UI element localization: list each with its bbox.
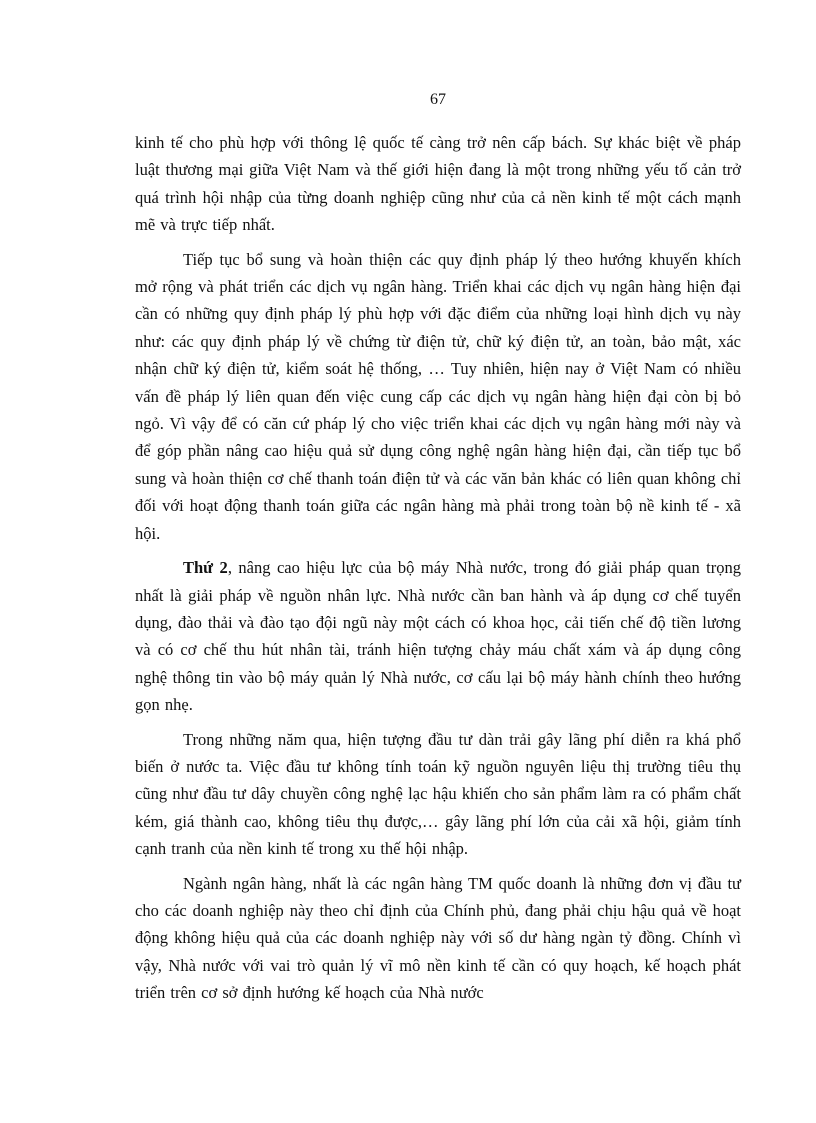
paragraph-text: Tiếp tục bổ sung và hoàn thiện các quy định pháp lý theo hướng khuyến khích mở rộng và phát triển các dịch vụ ngân hàng. Triển khai các dịch vụ ngân hàng hiện đại cần có những quy định pháp lý phù hợp với đặc điểm của những loại hình dịch vụ này như: các quy định pháp lý về chứng từ điện tử, chữ ký điện tử, an toàn, bảo mật, xác nhận chữ ký điện tử, kiểm soát hệ thống, … Tuy nhiên, hiện nay ở Việt Nam có nhiều vấn đề pháp lý liên quan đến việc cung cấp các dịch vụ ngân hàng hiện đại còn bị bỏ ngỏ. Vì vậy để có căn cứ pháp lý cho việc triển khai các dịch vụ ngân hàng mới này và để góp phần nâng cao hiệu quả sử dụng công nghệ ngân hàng hiện đại, cần tiếp tục bổ sung và hoàn thiện cơ chế thanh toán điện tử và các văn bản khác có liên quan không chỉ đối với hoạt động thanh toán giữa các ngân hàng mà phải trong toàn bộ nề kinh tế - xã hội. — [135, 249, 741, 543]
paragraph-text: Trong những năm qua, hiện tượng đầu tư dàn trải gây lãng phí diễn ra khá phổ biến ở nước ta. Việc đầu tư không tính toán kỹ nguồn nguyên liệu thị trường tiêu thụ cũng như đầu tư dây chuyền công nghệ lạc hậu khiến cho sản phẩm làm ra có phẩm chất kém, giá thành cao, không tiêu thụ được,… gây lãng phí lớn của cải xã hội, giảm tính cạnh tranh của nền kinh tế trong xu thế hội nhập. — [135, 729, 741, 859]
paragraph-text: Ngành ngân hàng, nhất là các ngân hàng TM quốc doanh là những đơn vị đầu tư cho các doanh nghiệp này theo chỉ định của Chính phủ, đang phải chịu hậu quả về hoạt động không hiệu quả của các doanh nghiệp này với số dư hàng ngàn tỷ đồng. Chính vì vậy, Nhà nước với vai trò quản lý vĩ mô nền kinh tế cần có quy hoạch, kế hoạch phát triển trên cơ sở định hướng kế hoạch của Nhà nước — [135, 873, 741, 1003]
paragraph-lead-bold: Thứ 2 — [183, 558, 228, 578]
paragraph — [135, 554, 741, 718]
document-body — [135, 129, 741, 1014]
paragraph — [135, 870, 741, 1007]
paragraph-text: , nâng cao hiệu lực của bộ máy Nhà nước, trong đó giải pháp quan trọng nhất là giải pháp về nguồn nhân lực. Nhà nước cần ban hành và áp dụng cơ chế tuyển dụng, đào thải và đào tạo đội ngũ này một cách có khoa học, cải tiến chế độ tiền lương và có cơ chế thu hút nhân tài, tránh hiện tượng chảy máu chất xám và áp dụng công nghệ thông tin vào bộ máy quản lý Nhà nước, cơ cấu lại bộ máy hành chính theo hướng gọn nhẹ. — [135, 558, 741, 715]
paragraph — [135, 129, 741, 239]
paragraph — [135, 246, 741, 547]
paragraph — [135, 726, 741, 863]
page-number: 67 — [430, 91, 446, 108]
paragraph-text: kinh tế cho phù hợp với thông lệ quốc tế càng trở nên cấp bách. Sự khác biệt về pháp luật thương mại giữa Việt Nam và thế giới hiện đang là một trong những yếu tố cản trở quá trình hội nhập của từng doanh nghiệp cũng như của cả nền kinh tế một cách mạnh mẽ và trực tiếp nhất. — [135, 133, 741, 235]
